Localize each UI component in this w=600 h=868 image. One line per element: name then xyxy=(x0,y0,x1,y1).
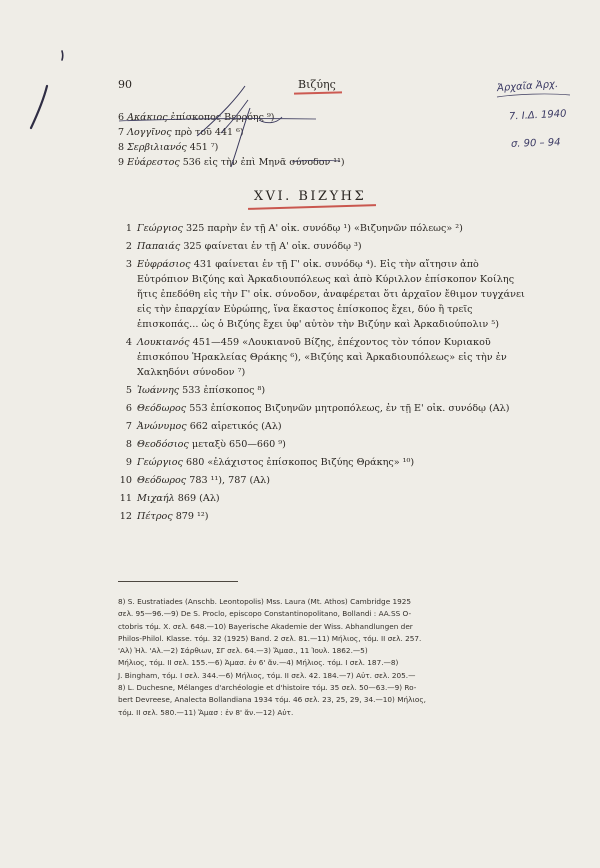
bishop-name: Ἰωάννης xyxy=(137,385,180,396)
bishop-name: Πέτρος xyxy=(137,511,173,522)
list-item xyxy=(118,491,528,506)
list-item xyxy=(118,437,528,452)
entry-text: 533 ἐπίσκοπος ⁸) xyxy=(182,385,266,396)
bishop-name: Θεοδόσιος xyxy=(137,439,189,450)
entry-number: 2 xyxy=(125,241,132,252)
section-title: XVI. ΒΙΖΥΗΣ xyxy=(253,189,367,204)
margin-note-line-1: Ἀρχαῖα Ἀρχ. xyxy=(496,78,559,95)
list-item xyxy=(118,239,528,254)
bishops-list xyxy=(118,221,528,527)
entry-number: 3 xyxy=(125,259,132,270)
bishop-name: Λουκιανός xyxy=(137,337,190,348)
margin-note-line-2: 7. I.Δ. 1940 xyxy=(508,108,567,123)
footnote-line: J. Bingham, τόμ. I σελ. 344.—6) Μήλιος, τόμ. II σελ. 42. 184.—7) Αὐτ. σελ. 205.— xyxy=(118,670,416,680)
running-head: Βιζύης xyxy=(298,78,336,91)
bishop-name: Παπαιάς xyxy=(137,241,181,252)
list-item xyxy=(118,383,528,398)
margin-stroke xyxy=(31,86,47,128)
footnote-line: Μήλιος, τόμ. II σελ. 155.—6) Ἀμασ. ἐν 6' ἄν.—4) Μήλιος. τόμ. I σελ. 187.—8) xyxy=(118,658,399,668)
entry-text: 431 φαίνεται ἐν τῇ Γ' οἰκ. συνόδῳ ⁴). Εἰς τὴν αἴτησιν ἀπὸ Εὐτρόπιον Βιζύης καὶ Ἀρκαδιουπόλεως καὶ ἀπὸ Κύριλλον ἐπίσκοπον Κοίλης ἥτις ἐπεδόθη εἰς τὴν Γ' οἰκ. σύνοδον, ἀναφέρεται ὅτι ἀρχαῖον ἔθιμον τυγχάνει εἰς τὴν ἐπαρχίαν Εὐρώπης, ἵνα ἕκαστος ἐπίσκοπος ἔχει, δύο ἢ τρεῖς ἐπισκοπάς... ὡς ὁ Βιζύης ἔχει ὑφ' αὐτὸν τὴν Βιζύην καὶ Ἀρκαδιούπολιν ⁵) xyxy=(137,259,525,330)
list-item xyxy=(118,419,528,434)
margin-dot xyxy=(62,51,63,60)
entry-text: 879 ¹²) xyxy=(175,511,209,522)
footnote-line: σελ. 95—96.—9) De S. Proclo, episcopo Constantinopolitano, Bollandi : AA.SS O- xyxy=(118,609,412,619)
list-item xyxy=(118,221,528,236)
entry-text: 553 ἐπίσκοπος Βιζυηνῶν μητροπόλεως, ἐν τῇ Ε' οἰκ. συνόδῳ (Αλ) xyxy=(189,403,510,414)
bishop-name: Γεώργιος xyxy=(137,223,183,234)
list-item: 8 Σερβιλιανός 451 ⁷) xyxy=(118,142,219,153)
entry-number: 11 xyxy=(119,493,132,504)
footnote-line: ctobris τόμ. X. σελ. 648.—10) Bayerische Akademie der Wiss. Abhandlungen der xyxy=(118,621,413,631)
entry-text: 680 «ἐλάχιστος ἐπίσκοπος Βιζύης Θράκης» ¹⁰) xyxy=(185,457,415,468)
preceding-bishops-list xyxy=(118,110,408,170)
footnote-line: τόμ. II σελ. 580.—11) Ἄμασ : ἐν 8' ἄν.—12) Αὐτ. xyxy=(118,707,294,717)
list-item xyxy=(118,473,528,488)
entry-number: 8 xyxy=(125,439,132,450)
list-item xyxy=(118,509,528,524)
entry-text: 869 (Αλ) xyxy=(177,493,220,504)
footnote-line: 8) S. Eustratiades (Anschb. Leontopolis) Mss. Laura (Mt. Athos) Cambridge 1925 xyxy=(118,597,412,606)
bishop-name: Θεόδωρος xyxy=(137,403,187,414)
entry-number: 1 xyxy=(125,223,132,234)
entry-text: 662 αἱρετικός (Αλ) xyxy=(189,421,282,432)
footnotes xyxy=(118,596,518,719)
margin-note-underline xyxy=(497,94,570,97)
list-item xyxy=(118,335,528,380)
margin-note-line-3: σ. 90 – 94 xyxy=(510,137,561,150)
footnote-line: 'Αλ) Ἠλ. 'Αλ.—2) Σάρθιων, ΣΓ σελ. 64.—3) Ἄμασ., 11 Ἰουλ. 1862.—5) xyxy=(118,646,368,656)
entry-text: 325 παρὴν ἐν τῇ Α' οἰκ. συνόδῳ ¹) «Βιζυηνῶν πόλεως» ²) xyxy=(185,223,463,234)
section-heading xyxy=(0,189,600,204)
entry-number: 6 xyxy=(125,403,132,414)
entry-number: 7 xyxy=(125,421,132,432)
bishop-name: Ἀνώνυμος xyxy=(137,421,187,432)
footnote-line: bert Devreese, Analecta Bollandiana 1934 τόμ. 46 σελ. 23, 25, 29, 34.—10) Μήλιος, xyxy=(118,695,426,705)
bishop-name: Εὐφράσιος xyxy=(137,259,191,270)
entry-number: 9 xyxy=(125,457,132,468)
page-header xyxy=(118,78,488,94)
bishop-name: Μιχαήλ xyxy=(137,493,175,504)
bishop-name: Θεόδωρος xyxy=(137,475,187,486)
entry-number: 10 xyxy=(119,475,132,486)
entry-number: 5 xyxy=(125,385,132,396)
footnote-divider xyxy=(118,581,238,582)
list-item xyxy=(118,455,528,470)
entry-number: 4 xyxy=(125,337,132,348)
footnote-line: Philos-Philol. Klasse. τόμ. 32 (1925) Band. 2 σελ. 81.—11) Μήλιος, τόμ. II σελ. 257. xyxy=(118,633,422,643)
bishop-name: Γεώργιος xyxy=(137,457,183,468)
list-item: 9 Εὐάρεστος 536 εἰς τὴν ἐπὶ Μηνᾶ σύνοδον ¹¹) xyxy=(118,157,345,168)
list-item xyxy=(118,401,528,416)
entry-number: 12 xyxy=(119,511,132,522)
list-item: 7 Λογγῖνος πρὸ τοῦ 441 ⁶) xyxy=(118,127,244,138)
entry-text: 325 φαίνεται ἐν τῇ Α' οἰκ. συνόδῳ ³) xyxy=(183,241,362,252)
list-item xyxy=(118,257,528,332)
entry-text: 451—459 «Λουκιανοῦ Βίζης, ἐπέχοντος τὸν τόπον Κυριακοῦ ἐπισκόπου Ἡρακλείας Θράκης ⁶), «Βιζύης καὶ Ἀρκαδιουπόλεως» εἰς τὴν ἐν Χαλκηδόνι σύνοδον ⁷) xyxy=(137,337,507,378)
entry-text: μεταξὺ 650—660 ⁹) xyxy=(191,439,286,450)
list-item: 6 Ακάκιος ἐπίσκοπος Βερρόης ⁹) xyxy=(118,112,275,123)
footnote-line: 8) L. Duchesne, Mélanges d'archéologie et d'histoire τόμ. 35 σελ. 50—63.—9) Ro- xyxy=(118,683,417,693)
page-number: 90 xyxy=(118,78,132,91)
entry-text: 783 ¹¹), 787 (Αλ) xyxy=(189,475,271,486)
